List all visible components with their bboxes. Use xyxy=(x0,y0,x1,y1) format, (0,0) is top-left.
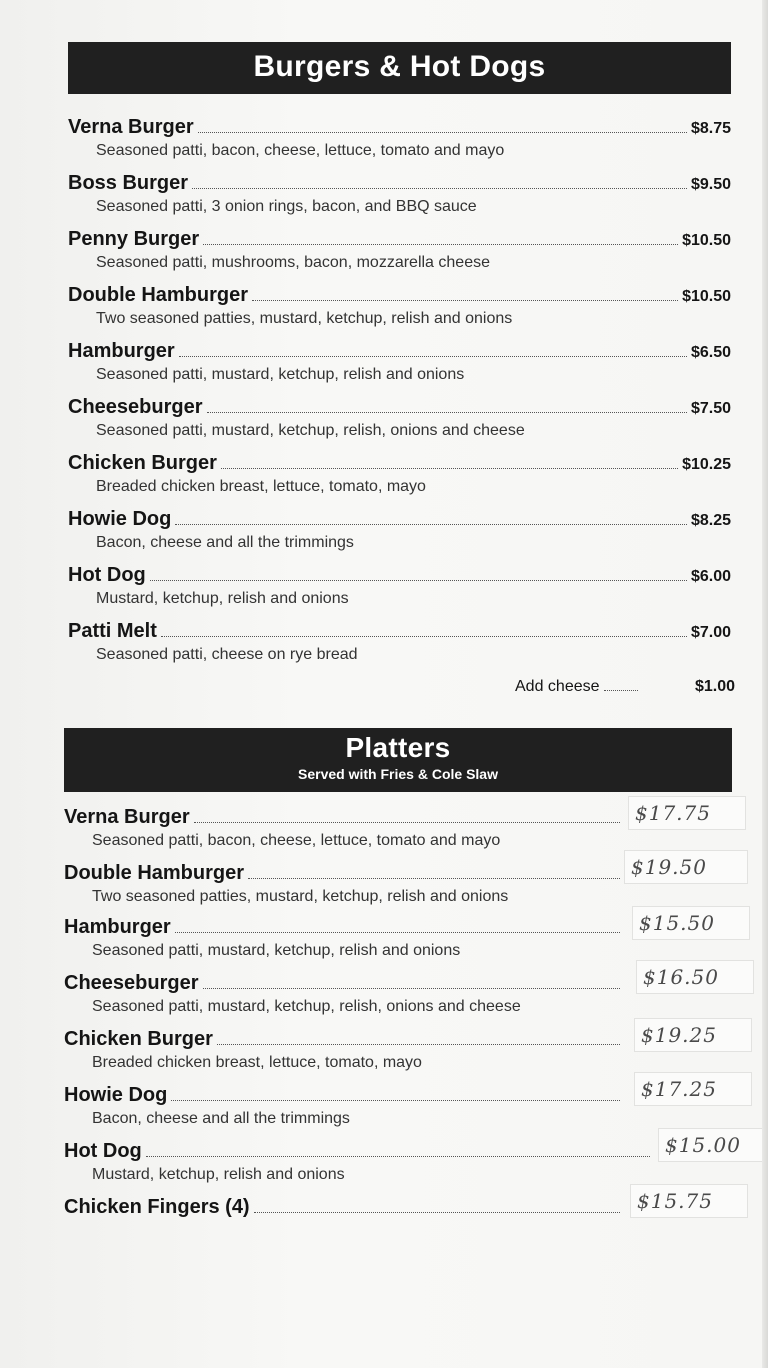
item-name: Howie Dog xyxy=(64,1084,168,1106)
leader-dots xyxy=(217,1028,620,1045)
handwritten-price: $15.00 xyxy=(658,1128,768,1162)
burgers-title: Burgers & Hot Dogs xyxy=(253,50,546,83)
item-name: Chicken Burger xyxy=(68,452,217,474)
platters-subtitle: Served with Fries & Cole Slaw xyxy=(298,766,498,782)
item-price: $7.00 xyxy=(690,624,731,641)
item-description: Seasoned patti, mushrooms, bacon, mozzarella cheese xyxy=(96,254,490,271)
leader-dots xyxy=(254,1196,620,1213)
handwritten-price: $16.50 xyxy=(636,960,754,994)
handwritten-price: $19.25 xyxy=(634,1018,752,1052)
platters-banner xyxy=(64,728,732,792)
item-name: Hamburger xyxy=(68,340,175,362)
item-name: Verna Burger xyxy=(68,116,194,138)
item-name: Chicken Burger xyxy=(64,1028,213,1050)
item-name: Cheeseburger xyxy=(64,972,199,994)
item-price: $7.50 xyxy=(690,400,731,417)
leader-dots xyxy=(179,340,687,357)
item-description: Breaded chicken breast, lettuce, tomato, mayo xyxy=(96,478,426,495)
item-name: Double Hamburger xyxy=(64,862,245,884)
leader-dots xyxy=(150,564,687,581)
item-price: $10.50 xyxy=(682,232,731,249)
item-name: Hot Dog xyxy=(68,564,146,586)
burgers-banner xyxy=(68,42,731,94)
item-name: Patti Melt xyxy=(68,620,157,642)
item-name: Hot Dog xyxy=(64,1140,142,1162)
item-name: Penny Burger xyxy=(68,228,200,250)
item-price: $6.50 xyxy=(690,344,731,361)
item-description: Seasoned patti, mustard, ketchup, relish and onions xyxy=(92,942,461,959)
item-description: Mustard, ketchup, relish and onions xyxy=(92,1166,345,1183)
addon-label: Add cheese xyxy=(515,678,600,695)
leader-dots xyxy=(207,396,687,413)
item-description: Seasoned patti, mustard, ketchup, relish and onions xyxy=(96,366,465,383)
item-price: $10.50 xyxy=(682,288,731,305)
item-price: $8.25 xyxy=(690,512,731,529)
item-description: Breaded chicken breast, lettuce, tomato, mayo xyxy=(92,1054,422,1071)
item-price: $6.00 xyxy=(690,568,731,585)
handwritten-price: $15.75 xyxy=(630,1184,748,1218)
addon-price: $1.00 xyxy=(694,678,735,695)
item-description: Seasoned patti, cheese on rye bread xyxy=(96,646,358,663)
add-cheese-row xyxy=(515,676,735,698)
item-name: Double Hamburger xyxy=(68,284,249,306)
item-name: Boss Burger xyxy=(68,172,189,194)
item-description: Bacon, cheese and all the trimmings xyxy=(96,534,354,551)
item-name: Chicken Fingers (4) xyxy=(64,1196,250,1218)
item-description: Two seasoned patties, mustard, ketchup, relish and onions xyxy=(92,888,509,905)
item-description: Mustard, ketchup, relish and onions xyxy=(96,590,349,607)
item-name: Hamburger xyxy=(64,916,171,938)
item-description: Seasoned patti, 3 onion rings, bacon, and BBQ sauce xyxy=(96,198,477,215)
leader-dots xyxy=(171,1084,620,1101)
item-name: Cheeseburger xyxy=(68,396,203,418)
leader-dots xyxy=(146,1140,650,1157)
leader-dots xyxy=(175,916,620,933)
item-description: Seasoned patti, bacon, cheese, lettuce, tomato and mayo xyxy=(92,832,501,849)
leader-dots xyxy=(175,508,687,525)
leader-dots xyxy=(198,116,687,133)
leader-dots xyxy=(252,284,678,301)
item-name: Verna Burger xyxy=(64,806,190,828)
leader-dots xyxy=(248,862,620,879)
item-description: Two seasoned patties, mustard, ketchup, relish and onions xyxy=(96,310,513,327)
item-description: Bacon, cheese and all the trimmings xyxy=(92,1110,350,1127)
page-edge-shadow xyxy=(762,0,768,1368)
handwritten-price: $19.50 xyxy=(624,850,748,884)
handwritten-price: $15.50 xyxy=(632,906,750,940)
item-price: $9.50 xyxy=(690,176,731,193)
item-price: $8.75 xyxy=(690,120,731,137)
leader-dots xyxy=(194,806,620,823)
platters-title: Platters xyxy=(345,732,451,763)
leader-dots xyxy=(161,620,687,637)
item-description: Seasoned patti, bacon, cheese, lettuce, tomato and mayo xyxy=(96,142,505,159)
leader-dots xyxy=(203,228,678,245)
leader-dots xyxy=(192,172,687,189)
leader-dots xyxy=(203,972,621,989)
handwritten-price: $17.25 xyxy=(634,1072,752,1106)
item-price: $10.25 xyxy=(682,456,731,473)
item-description: Seasoned patti, mustard, ketchup, relish, onions and cheese xyxy=(92,998,521,1015)
handwritten-price: $17.75 xyxy=(628,796,746,830)
item-description: Seasoned patti, mustard, ketchup, relish, onions and cheese xyxy=(96,422,525,439)
item-name: Howie Dog xyxy=(68,508,172,530)
leader-dots xyxy=(604,676,638,691)
leader-dots xyxy=(221,452,678,469)
